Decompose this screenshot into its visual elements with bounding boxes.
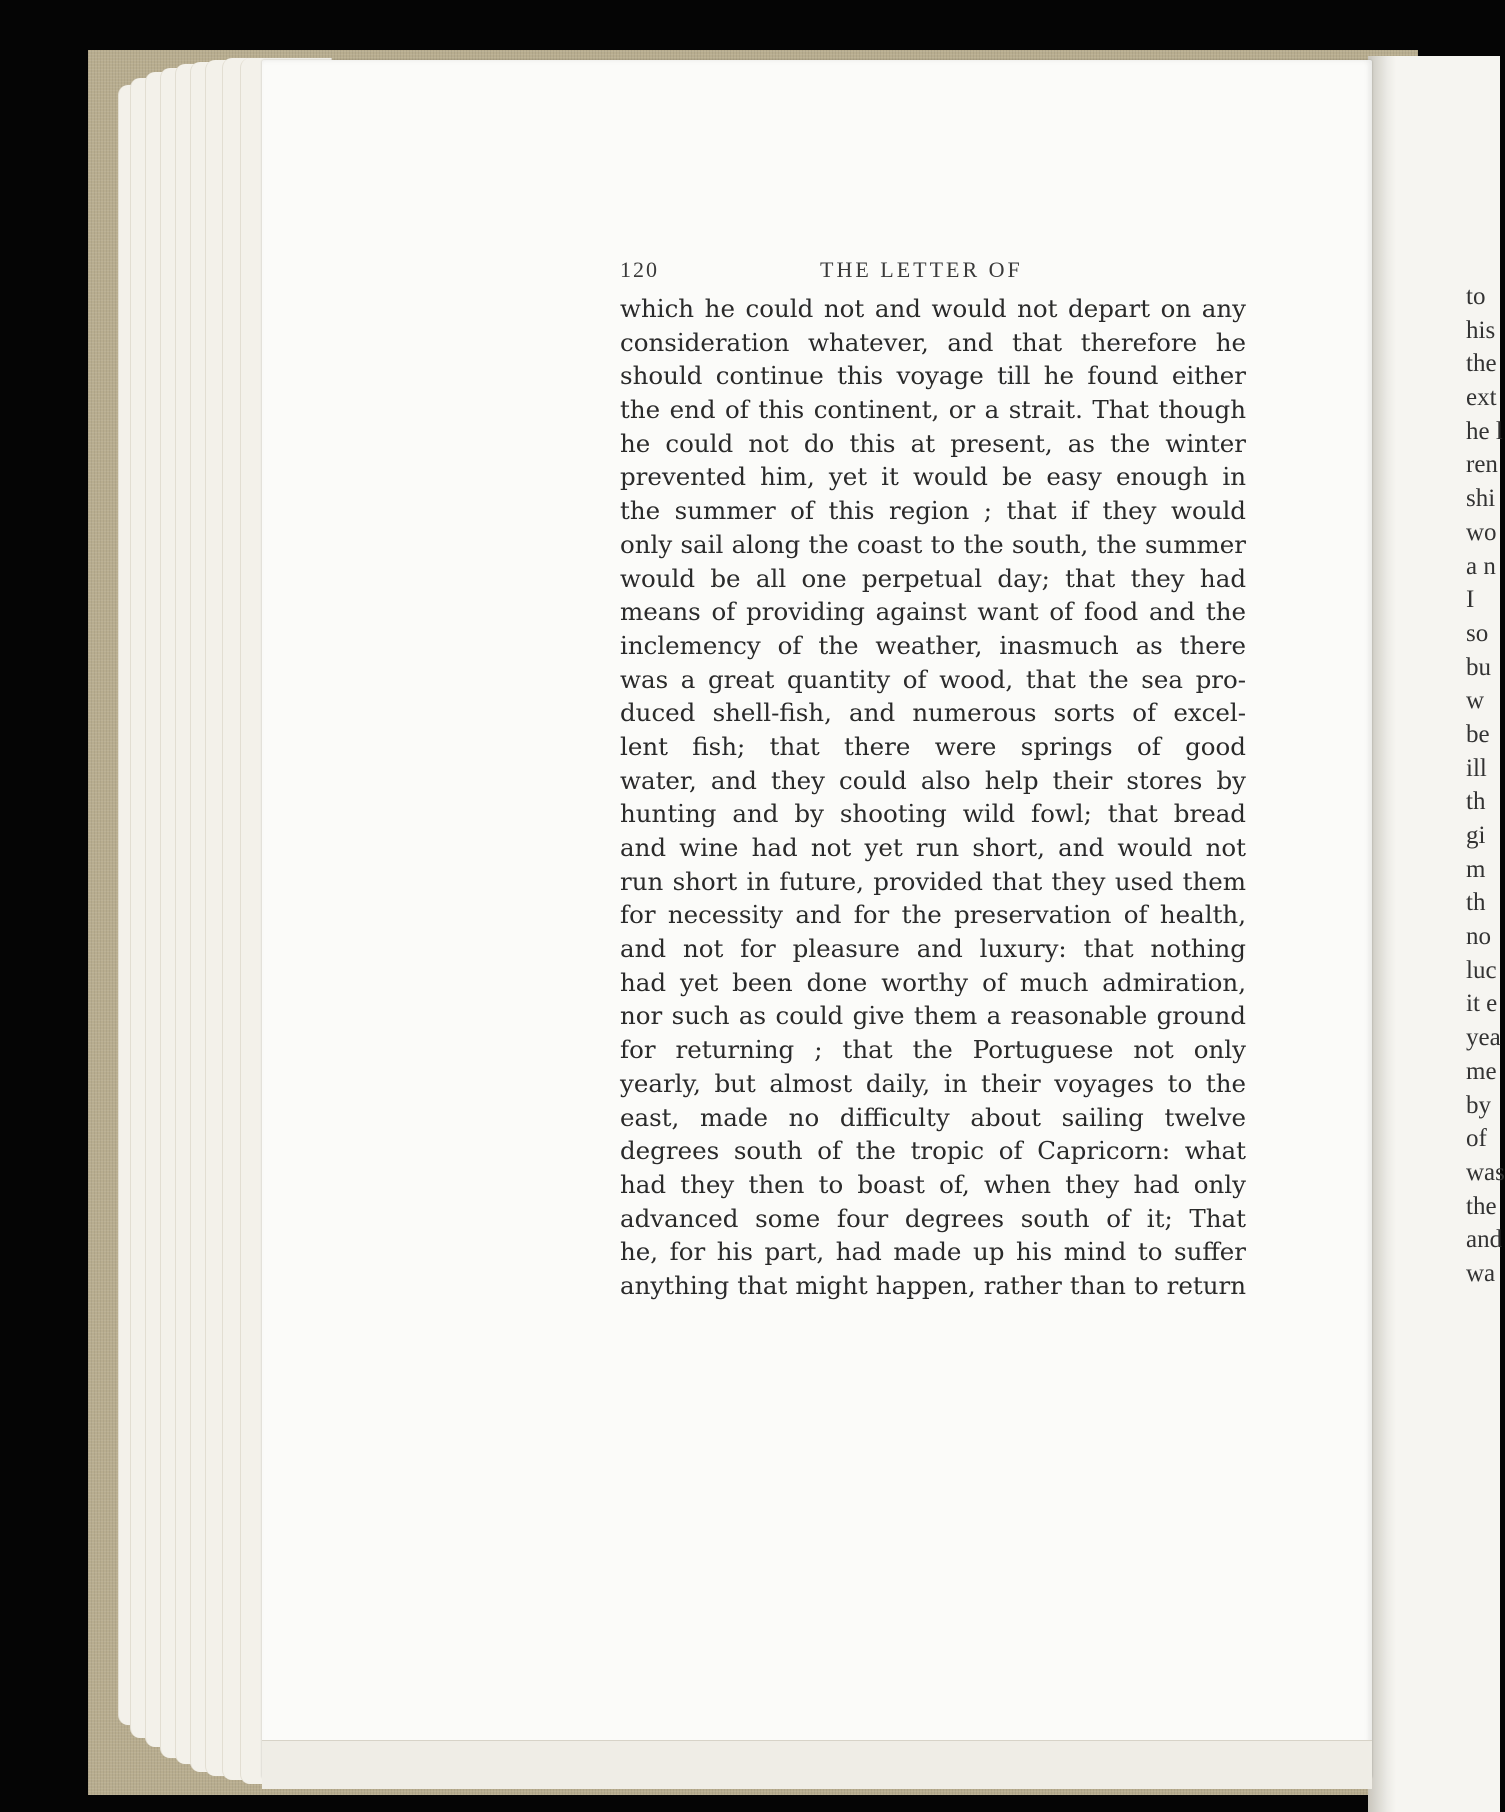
facing-text-fragment: w: [1466, 687, 1485, 715]
facing-text-fragment: the: [1466, 1192, 1497, 1220]
text-line: the end of this continent, or a strait. That though: [620, 395, 1246, 425]
text-line: and wine had not yet run short, and would not: [620, 833, 1246, 862]
facing-page-text: [1466, 280, 1505, 1400]
text-line: yearly, but almost daily, in their voyages to the: [620, 1068, 1246, 1098]
facing-text-fragment: by: [1466, 1091, 1491, 1119]
facing-text-fragment: luc: [1466, 956, 1497, 984]
text-line: inclemency of the weather, inasmuch as there: [620, 630, 1246, 660]
text-line: hunting and by shooting wild fowl; that bread: [620, 799, 1246, 829]
facing-text-fragment: his: [1466, 316, 1496, 344]
facing-text-fragment: no: [1466, 923, 1491, 951]
text-line: which he could not and would not depart on any: [620, 294, 1246, 323]
facing-text-fragment: ill: [1466, 754, 1487, 782]
text-line: he could not do this at present, as the winter: [620, 428, 1246, 458]
text-line: advanced some four degrees south of it; That: [620, 1203, 1246, 1233]
facing-text-fragment: ren: [1466, 451, 1498, 479]
facing-text-fragment: yea: [1466, 1024, 1501, 1052]
text-line: had yet been done worthy of much admiration,: [620, 967, 1246, 997]
page-number: 120: [620, 257, 659, 282]
text-line: duced shell-fish, and numerous sorts of excel-: [620, 698, 1246, 728]
facing-text-fragment: was: [1466, 1158, 1505, 1186]
facing-text-fragment: I: [1466, 586, 1475, 614]
text-line: east, made no difficulty about sailing twelve: [620, 1102, 1246, 1132]
text-line: the summer of this region ; that if they would: [620, 496, 1246, 526]
text-line: prevented him, yet it would be easy enough in: [620, 462, 1246, 492]
text-line: anything that might happen, rather than to return: [620, 1270, 1246, 1300]
facing-text-fragment: the: [1466, 350, 1497, 378]
facing-text-fragment: wo: [1466, 518, 1497, 546]
facing-text-fragment: be: [1466, 720, 1490, 748]
text-line: was a great quantity of wood, that the sea pro-: [620, 664, 1246, 694]
facing-text-fragment: of: [1466, 1125, 1487, 1153]
facing-text-fragment: he l: [1466, 417, 1503, 445]
text-line: and not for pleasure and luxury: that nothing: [620, 934, 1246, 964]
text-line: had they then to boast of, when they had only: [620, 1169, 1246, 1199]
gutter-shadow: [1368, 56, 1396, 1812]
text-line: only sail along the coast to the south, the summer: [620, 529, 1246, 559]
text-line: for returning ; that the Portuguese not only: [620, 1035, 1246, 1065]
facing-text-fragment: wa: [1466, 1259, 1496, 1287]
text-line: means of providing against want of food and the: [620, 597, 1246, 627]
body-text: [620, 292, 1246, 1303]
text-line: run short in future, provided that they used them: [620, 866, 1246, 896]
text-line: nor such as could give them a reasonable ground: [620, 1001, 1246, 1031]
facing-text-fragment: th: [1466, 788, 1486, 816]
text-line: for necessity and for the preservation of health,: [620, 900, 1246, 930]
facing-text-fragment: ext: [1466, 384, 1497, 412]
text-line: he, for his part, had made up his mind to suffer: [620, 1237, 1246, 1267]
text-line: would be all one perpetual day; that they had: [620, 563, 1246, 593]
facing-text-fragment: and: [1466, 1226, 1503, 1254]
facing-text-fragment: me: [1466, 1057, 1497, 1085]
running-head: THE LETTER OF: [820, 257, 1023, 282]
text-line: degrees south of the tropic of Capricorn: what: [620, 1136, 1246, 1166]
text-line: should continue this voyage till he found either: [620, 361, 1246, 391]
page-header: [620, 257, 1240, 287]
text-line: lent fish; that there were springs of good: [620, 731, 1246, 761]
facing-text-fragment: shi: [1466, 485, 1496, 513]
text-line: water, and they could also help their stores by: [620, 765, 1246, 795]
facing-text-fragment: to: [1466, 283, 1486, 310]
facing-text-fragment: bu: [1466, 653, 1491, 681]
facing-text-fragment: it e: [1466, 990, 1498, 1018]
facing-text-fragment: m: [1466, 855, 1486, 883]
facing-text-fragment: so: [1466, 619, 1489, 647]
facing-text-fragment: gi: [1466, 822, 1486, 849]
facing-text-fragment: a n: [1466, 552, 1496, 580]
facing-text-fragment: th: [1466, 889, 1486, 917]
page-bottom-edge: [262, 1740, 1372, 1789]
text-line: consideration whatever, and that therefore he: [620, 327, 1246, 357]
